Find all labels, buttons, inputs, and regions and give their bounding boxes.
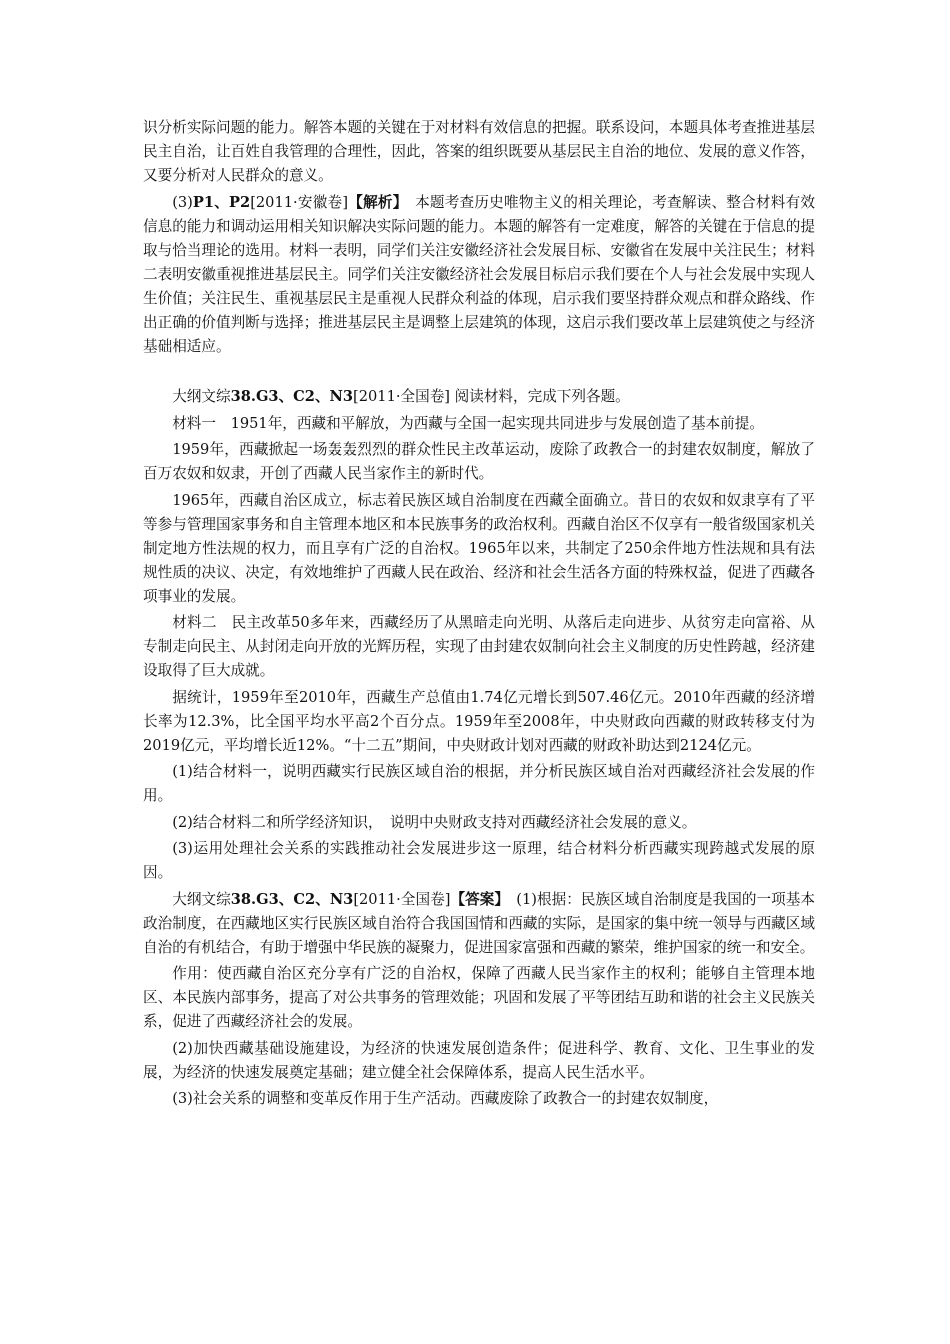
material-one-para-2: 1959年，西藏掀起一场轰轰烈烈的群众性民主改革运动，废除了政教合一的封建农奴制度，解放了百万农奴和奴隶，开创了西藏人民当家作主的新时代。	[143, 441, 815, 482]
item-number: (3)	[172, 193, 193, 211]
answer-codes: 38.G3、C2、N3	[230, 890, 354, 908]
material-one-para-3: 1965年，西藏自治区成立，标志着民族区域自治制度在西藏全面确立。昔日的农奴和奴隶享有了平等参与管理国家事务和自主管理本地区和本民族事务的政治权利。西藏自治区不仅享有一般省级国家机关制定地方性法规的权力，而且享有广泛的自治权。1965年以来，共制定了250余件地方性法规和具有法规性质的决议、决定，有效地维护了西藏人民在政治、经济和社会生活各方面的特殊权益，促进了西藏各项事业的发展。	[143, 491, 815, 605]
sub-question-1: (1)结合材料一，说明西藏实行民族区域自治的根据，并分析民族区域自治对西藏经济社会发展的作用。	[143, 763, 815, 804]
question-tag: [2011·全国卷]	[353, 388, 450, 405]
section-gap	[143, 361, 815, 385]
paragraph-analysis-continued: 识分析实际问题的能力。解答本题的关键在于对材料有效信息的把握。联系设问，本题具体考查推进基层民主自治，让百姓自我管理的合理性，因此，答案的组织既要从基层民主自治的地位、发展的意义作答，又要分析对人民群众的意义。	[143, 119, 815, 184]
question-instruction: 阅读材料，完成下列各题。	[454, 388, 630, 405]
paragraph-analysis-3	[143, 191, 815, 359]
question-prefix: 大纲文综	[172, 388, 231, 405]
analysis-label: 【解析】	[348, 193, 408, 211]
material-two-label: 材料二	[172, 614, 217, 631]
material-two-text: 民主改革50多年来，西藏经历了从黑暗走向光明、从落后走向进步、从贫穷走向富裕、从专制走向民主、从封闭走向开放的光辉历程，实现了由封建农奴制向社会主义制度的历史性跨越，经济建设取得了巨大成就。	[143, 614, 815, 679]
answer-tag: [2011·全国卷]	[353, 890, 451, 908]
question-codes: 38.G3、C2、N3	[230, 388, 354, 405]
answer-para-3: (2)加快西藏基础设施建设，为经济的快速发展创造条件；促进科学、教育、文化、卫生事业的发展，为经济的快速发展奠定基础；建立健全社会保障体系，提高人民生活水平。	[143, 1039, 815, 1081]
answer-prefix: 大纲文综	[172, 890, 231, 908]
knowledge-codes: P1、P2	[192, 193, 251, 211]
sub-question-2: (2)结合材料二和所学经济知识， 说明中央财政支持对西藏经济社会发展的意义。	[172, 813, 697, 831]
answer-header	[143, 888, 815, 960]
material-one	[143, 412, 815, 436]
answer-para-2: 作用：使西藏自治区充分享有广泛的自治权，保障了西藏人民当家作主的权利；能够自主管理本地区、本民族内部事务，提高了对公共事务的管理效能；巩固和发展了平等团结互助和谐的社会主义民族关系，促进了西藏经济社会的发展。	[143, 965, 815, 1030]
sub-question-3: (3)运用处理社会关系的实践推动社会发展进步这一原理，结合材料分析西藏实现跨越式发展的原因。	[143, 840, 815, 881]
source-tag: [2011·安徽卷]	[250, 193, 349, 211]
answer-text-1: (1)根据：民族区域自治制度是我国的一项基本政治制度，在西藏地区实行民族区域自治符合我国国情和西藏的实际，是国家的集中统一领导与西藏区域自治的有机结合，有助于增强中华民族的凝聚力，促进国家富强和西藏的繁荣，维护国家的统一和安全。	[143, 890, 815, 956]
question-header	[143, 385, 815, 409]
document-page	[143, 116, 815, 1114]
answer-para-4: (3)社会关系的调整和变革反作用于生产活动。西藏废除了政教合一的封建农奴制度，	[172, 1090, 719, 1107]
material-one-text: 1951年，西藏和平解放，为西藏与全国一起实现共同进步与发展创造了基本前提。	[230, 414, 764, 432]
material-two	[143, 611, 815, 683]
material-two-para-2: 据统计，1959年至2010年，西藏生产总值由1.74亿元增长到507.46亿元。2010年西藏的经济增长率为12.3%，比全国平均水平高2个百分点。1959年至2008年，中央财政向西藏的财政转移支付为2019亿元，平均增长近12%。“十二五”期间，中央财政计划对西藏的财政补助达到2124亿元。	[143, 688, 815, 754]
answer-label: 【答案】	[450, 890, 509, 908]
analysis-text: 本题考查历史唯物主义的相关理论，考查解读、整合材料有效信息的能力和调动运用相关知识解决实际问题的能力。本题的解答有一定难度，解答的关键在于信息的提取与恰当理论的选用。材料一表明，同学们关注安徽经济社会发展目标、安徽省在发展中关注民生；材料二表明安徽重视推进基层民主。同学们关注安徽经济社会发展目标启示我们要在个人与社会发展中实现人生价值；关注民生、重视基层民主是重视人民群众利益的体现，启示我们要坚持群众观点和群众路线、作出正确的价值判断与选择；推进基层民主是调整上层建筑的体现，这启示我们要改革上层建筑使之与经济基础相适应。	[143, 193, 815, 355]
material-one-label: 材料一	[172, 414, 216, 432]
